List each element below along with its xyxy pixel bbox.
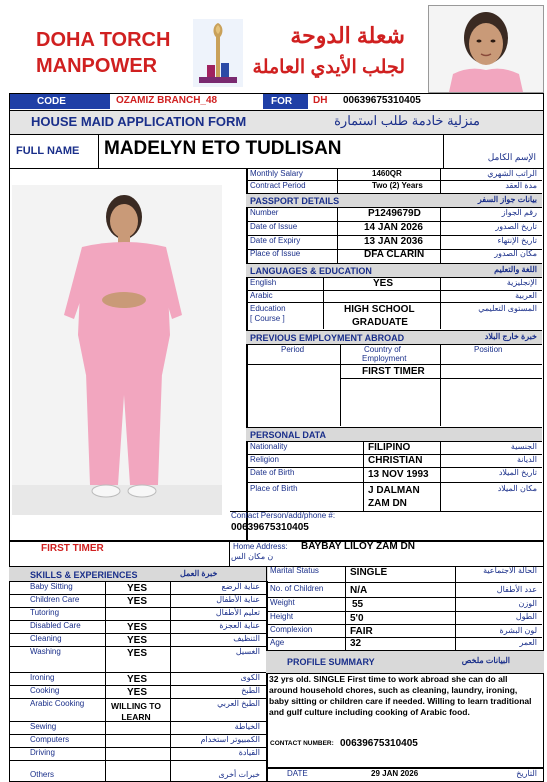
contact-number-label: CONTACT NUMBER:	[270, 740, 334, 747]
skills-row-divider	[9, 620, 266, 621]
form-title-en: HOUSE MAID APPLICATION FORM	[31, 114, 247, 129]
skill-value: YES	[127, 674, 148, 685]
passport-issue-label: Date of Issue	[250, 222, 298, 231]
personal-rows	[246, 441, 542, 511]
complexion-ar: لون البشرة	[499, 626, 537, 635]
company-name-en-line1: DOHA TORCH	[36, 29, 171, 51]
skills-row-divider	[9, 685, 266, 686]
skill-label: Disabled Care	[30, 621, 81, 630]
weight-label: Weight	[270, 598, 295, 607]
skills-row-divider	[9, 607, 266, 608]
skills-row-divider	[9, 721, 266, 722]
skill-label: Ironing	[30, 673, 55, 682]
personal-title: PERSONAL DATA	[250, 430, 327, 440]
profile-title-ar: البيانات ملخص	[461, 656, 510, 665]
skills-row-divider	[9, 747, 266, 748]
skill-ar: التنظيف	[233, 634, 260, 643]
english-ar: الإنجليزية	[506, 278, 537, 287]
date-label: DATE	[287, 769, 308, 778]
complexion-value: FAIR	[350, 626, 373, 637]
skill-ar: الخياطة	[234, 722, 260, 731]
nationality-label: Nationality	[250, 442, 288, 451]
skill-value: YES	[127, 596, 148, 607]
employment-value: FIRST TIMER	[362, 366, 425, 377]
skill-ar: القيادة	[238, 748, 260, 757]
passport-expiry-value: 13 JAN 2036	[364, 236, 423, 247]
nationality-ar: الجنسية	[510, 442, 537, 451]
skill-label: Sewing	[30, 722, 57, 731]
passport-place-ar: مكان الصدور	[494, 249, 537, 258]
code-label: CODE	[37, 96, 66, 107]
passport-title: PASSPORT DETAILS	[250, 196, 340, 206]
date-value: 29 JAN 2026	[371, 769, 419, 778]
contract-period-label: Contract Period	[250, 181, 306, 190]
profile-title: PROFILE SUMMARY	[287, 657, 375, 667]
skills-row-divider	[9, 646, 266, 647]
age-value: 32	[350, 638, 362, 649]
skill-ar: خبرات أخرى	[218, 770, 260, 779]
skill-label: Baby Sitting	[30, 582, 73, 591]
religion-ar: الديانة	[516, 455, 537, 464]
date-ar: التاريخ	[516, 769, 537, 778]
skill-label: Cooking	[30, 686, 60, 695]
passport-place-value: DFA CLARIN	[364, 249, 425, 260]
age-label: Age	[270, 638, 285, 647]
for-label: FOR	[271, 96, 293, 107]
first-timer-badge: FIRST TIMER	[41, 543, 104, 554]
weight-ar: الوزن	[518, 599, 537, 608]
education-label-1: Education	[250, 304, 286, 313]
skill-label: Arabic Cooking	[30, 699, 85, 708]
education-value-1: HIGH SCHOOL	[344, 304, 415, 315]
skill-value: YES	[127, 583, 148, 594]
home-address-value: BAYBAY LILOY ZAM DN	[301, 541, 415, 552]
skills-row-divider	[9, 672, 266, 673]
languages-title-ar: اللغة والتعليم	[494, 265, 537, 274]
headshot-photo	[428, 5, 544, 93]
skill-ar: الطبخ العربي	[217, 699, 260, 708]
pob-label: Place of Birth	[250, 484, 298, 493]
full-name-label: FULL NAME	[16, 145, 80, 157]
home-address-label: Home Address:	[233, 542, 288, 551]
nationality-value: FILIPINO	[368, 442, 411, 453]
home-address-ar: ن مكان الس	[231, 552, 274, 561]
employment-col-period: Period	[281, 345, 305, 354]
skills-row-divider	[9, 633, 266, 634]
employment-col-country-1: Country of	[364, 345, 401, 354]
contact-number-value: 00639675310405	[340, 738, 418, 749]
full-body-photo	[12, 185, 222, 515]
pob-ar: مكان الميلاد	[497, 484, 537, 493]
skill-label: Cleaning	[30, 634, 62, 643]
languages-title: LANGUAGES & EDUCATION	[250, 266, 372, 276]
skill-label: Driving	[30, 748, 55, 757]
contract-period-ar: مدة العقد	[505, 181, 537, 190]
company-name-ar-line1: شعلة الدوحة	[290, 23, 405, 48]
skills-title-ar: خبرة العمل	[180, 569, 218, 578]
company-name-ar-line2: لجلب الأيدي العاملة	[252, 57, 405, 78]
skill-label: Computers	[30, 735, 70, 744]
form-title-ar: منزلية خادمة طلب استمارة	[334, 113, 480, 128]
passport-expiry-ar: تاريخ الإنتهاء	[497, 236, 537, 245]
children-ar: عدد الأطفال	[496, 585, 537, 594]
skills-row-divider	[9, 734, 266, 735]
employment-title: PREVIOUS EMPLOYMENT ABROAD	[250, 333, 405, 343]
skill-value: YES	[127, 648, 148, 659]
profile-text: 32 yrs old. SINGLE First time to work abroad she can do all around household chores, such as cleaning, laundry, ironing, baby sitting or children care if needed. Willing to learn traditional and gulf culture including cooking of Arabic food.	[269, 674, 532, 717]
company-name-en-line2: MANPOWER	[36, 55, 158, 77]
passport-number-label: Number	[250, 208, 279, 217]
passport-number-value: P1249679D	[368, 208, 421, 219]
skill-ar: الكمبيوتر استخدام	[200, 735, 260, 744]
age-ar: العمر	[519, 638, 537, 647]
skill-ar: عناية الرضع	[221, 582, 260, 591]
complexion-label: Complexion	[270, 625, 313, 634]
passport-number-ar: رقم الجواز	[501, 208, 537, 217]
passport-rows	[246, 207, 542, 263]
contact-person-value: 00639675310405	[231, 522, 309, 533]
full-name-ar: الإسم الكامل	[487, 152, 536, 162]
skill-ar: الغسيل	[235, 647, 260, 656]
religion-value: CHRISTIAN	[368, 455, 423, 466]
dob-ar: تاريخ الميلاد	[498, 468, 537, 477]
skills-row-divider	[9, 760, 266, 761]
code-phone: 00639675310405	[343, 95, 421, 106]
skills-row-divider	[9, 698, 266, 699]
contact-person-label: Contact Person/add/phone #:	[231, 511, 336, 520]
skill-label: Others	[30, 770, 55, 779]
height-value: 5'0	[350, 613, 364, 624]
passport-issue-ar: تاريخ الصدور	[495, 222, 537, 231]
skill-ar: عناية العجزة	[219, 621, 260, 630]
languages-rows	[246, 277, 542, 329]
religion-label: Religion	[250, 455, 279, 464]
height-ar: الطول	[515, 612, 537, 621]
education-value-2: GRADUATE	[352, 317, 408, 328]
education-ar: المستوى التعليمي	[478, 304, 537, 313]
skills-rows	[9, 581, 268, 780]
code-value: OZAMIZ BRANCH_48	[116, 95, 218, 106]
passport-title-ar: بيانات جواز السفر	[477, 195, 537, 204]
for-value: DH	[313, 95, 328, 106]
skill-ar: الطبخ	[241, 686, 260, 695]
skill-value: YES	[127, 687, 148, 698]
children-label: No. of Children	[270, 584, 324, 593]
skill-value: YES	[127, 635, 148, 646]
arabic-ar: العربية	[515, 291, 537, 300]
arabic-label: Arabic	[250, 291, 273, 300]
contract-period-value: Two (2) Years	[372, 181, 423, 190]
skill-label: Children Care	[30, 595, 80, 604]
skills-title: SKILLS & EXPERIENCES	[30, 570, 138, 580]
salary-ar: الراتب الشهري	[487, 169, 537, 178]
dob-value: 13 NOV 1993	[368, 469, 429, 480]
english-value: YES	[373, 278, 394, 289]
skill-value: YES	[127, 622, 148, 633]
skill-ar: عناية الأطفال	[216, 595, 260, 604]
height-label: Height	[270, 612, 294, 621]
passport-issue-value: 14 JAN 2026	[364, 222, 423, 233]
employment-col-country-2: Employment	[362, 354, 407, 363]
education-label-2: [ Course ]	[250, 314, 285, 323]
skill-ar: الكوى	[240, 673, 260, 682]
passport-place-label: Place of Issue	[250, 249, 301, 258]
marital-status-label: Marital Status	[270, 566, 319, 575]
children-value: N/A	[350, 585, 368, 596]
employment-col-position: Position	[474, 345, 503, 354]
skill-ar: تعليم الأطفال	[215, 608, 260, 617]
pob-value-1: J DALMAN	[368, 485, 420, 496]
skills-row-divider	[9, 594, 266, 595]
skill-label: Washing	[30, 647, 61, 656]
salary-label: Monthly Salary	[250, 169, 303, 178]
passport-expiry-label: Date of Expiry	[250, 236, 301, 245]
torch-logo	[193, 19, 243, 87]
weight-value: 55	[352, 599, 364, 610]
english-label: English	[250, 278, 277, 287]
full-name-value: MADELYN ETO TUDLISAN	[104, 138, 342, 159]
salary-value: 1460QR	[372, 169, 402, 178]
dob-label: Date of Birth	[250, 468, 295, 477]
skill-label: Tutoring	[30, 608, 60, 617]
pob-value-2: ZAM DN	[368, 498, 407, 509]
marital-status-value: SINGLE	[350, 567, 388, 578]
employment-table	[246, 344, 542, 426]
marital-status-ar: الحالة الاجتماعية	[483, 566, 537, 575]
skill-value: WILLING TO LEARN	[111, 701, 161, 722]
employment-title-ar: خبرة خارج البلاد	[484, 332, 537, 341]
